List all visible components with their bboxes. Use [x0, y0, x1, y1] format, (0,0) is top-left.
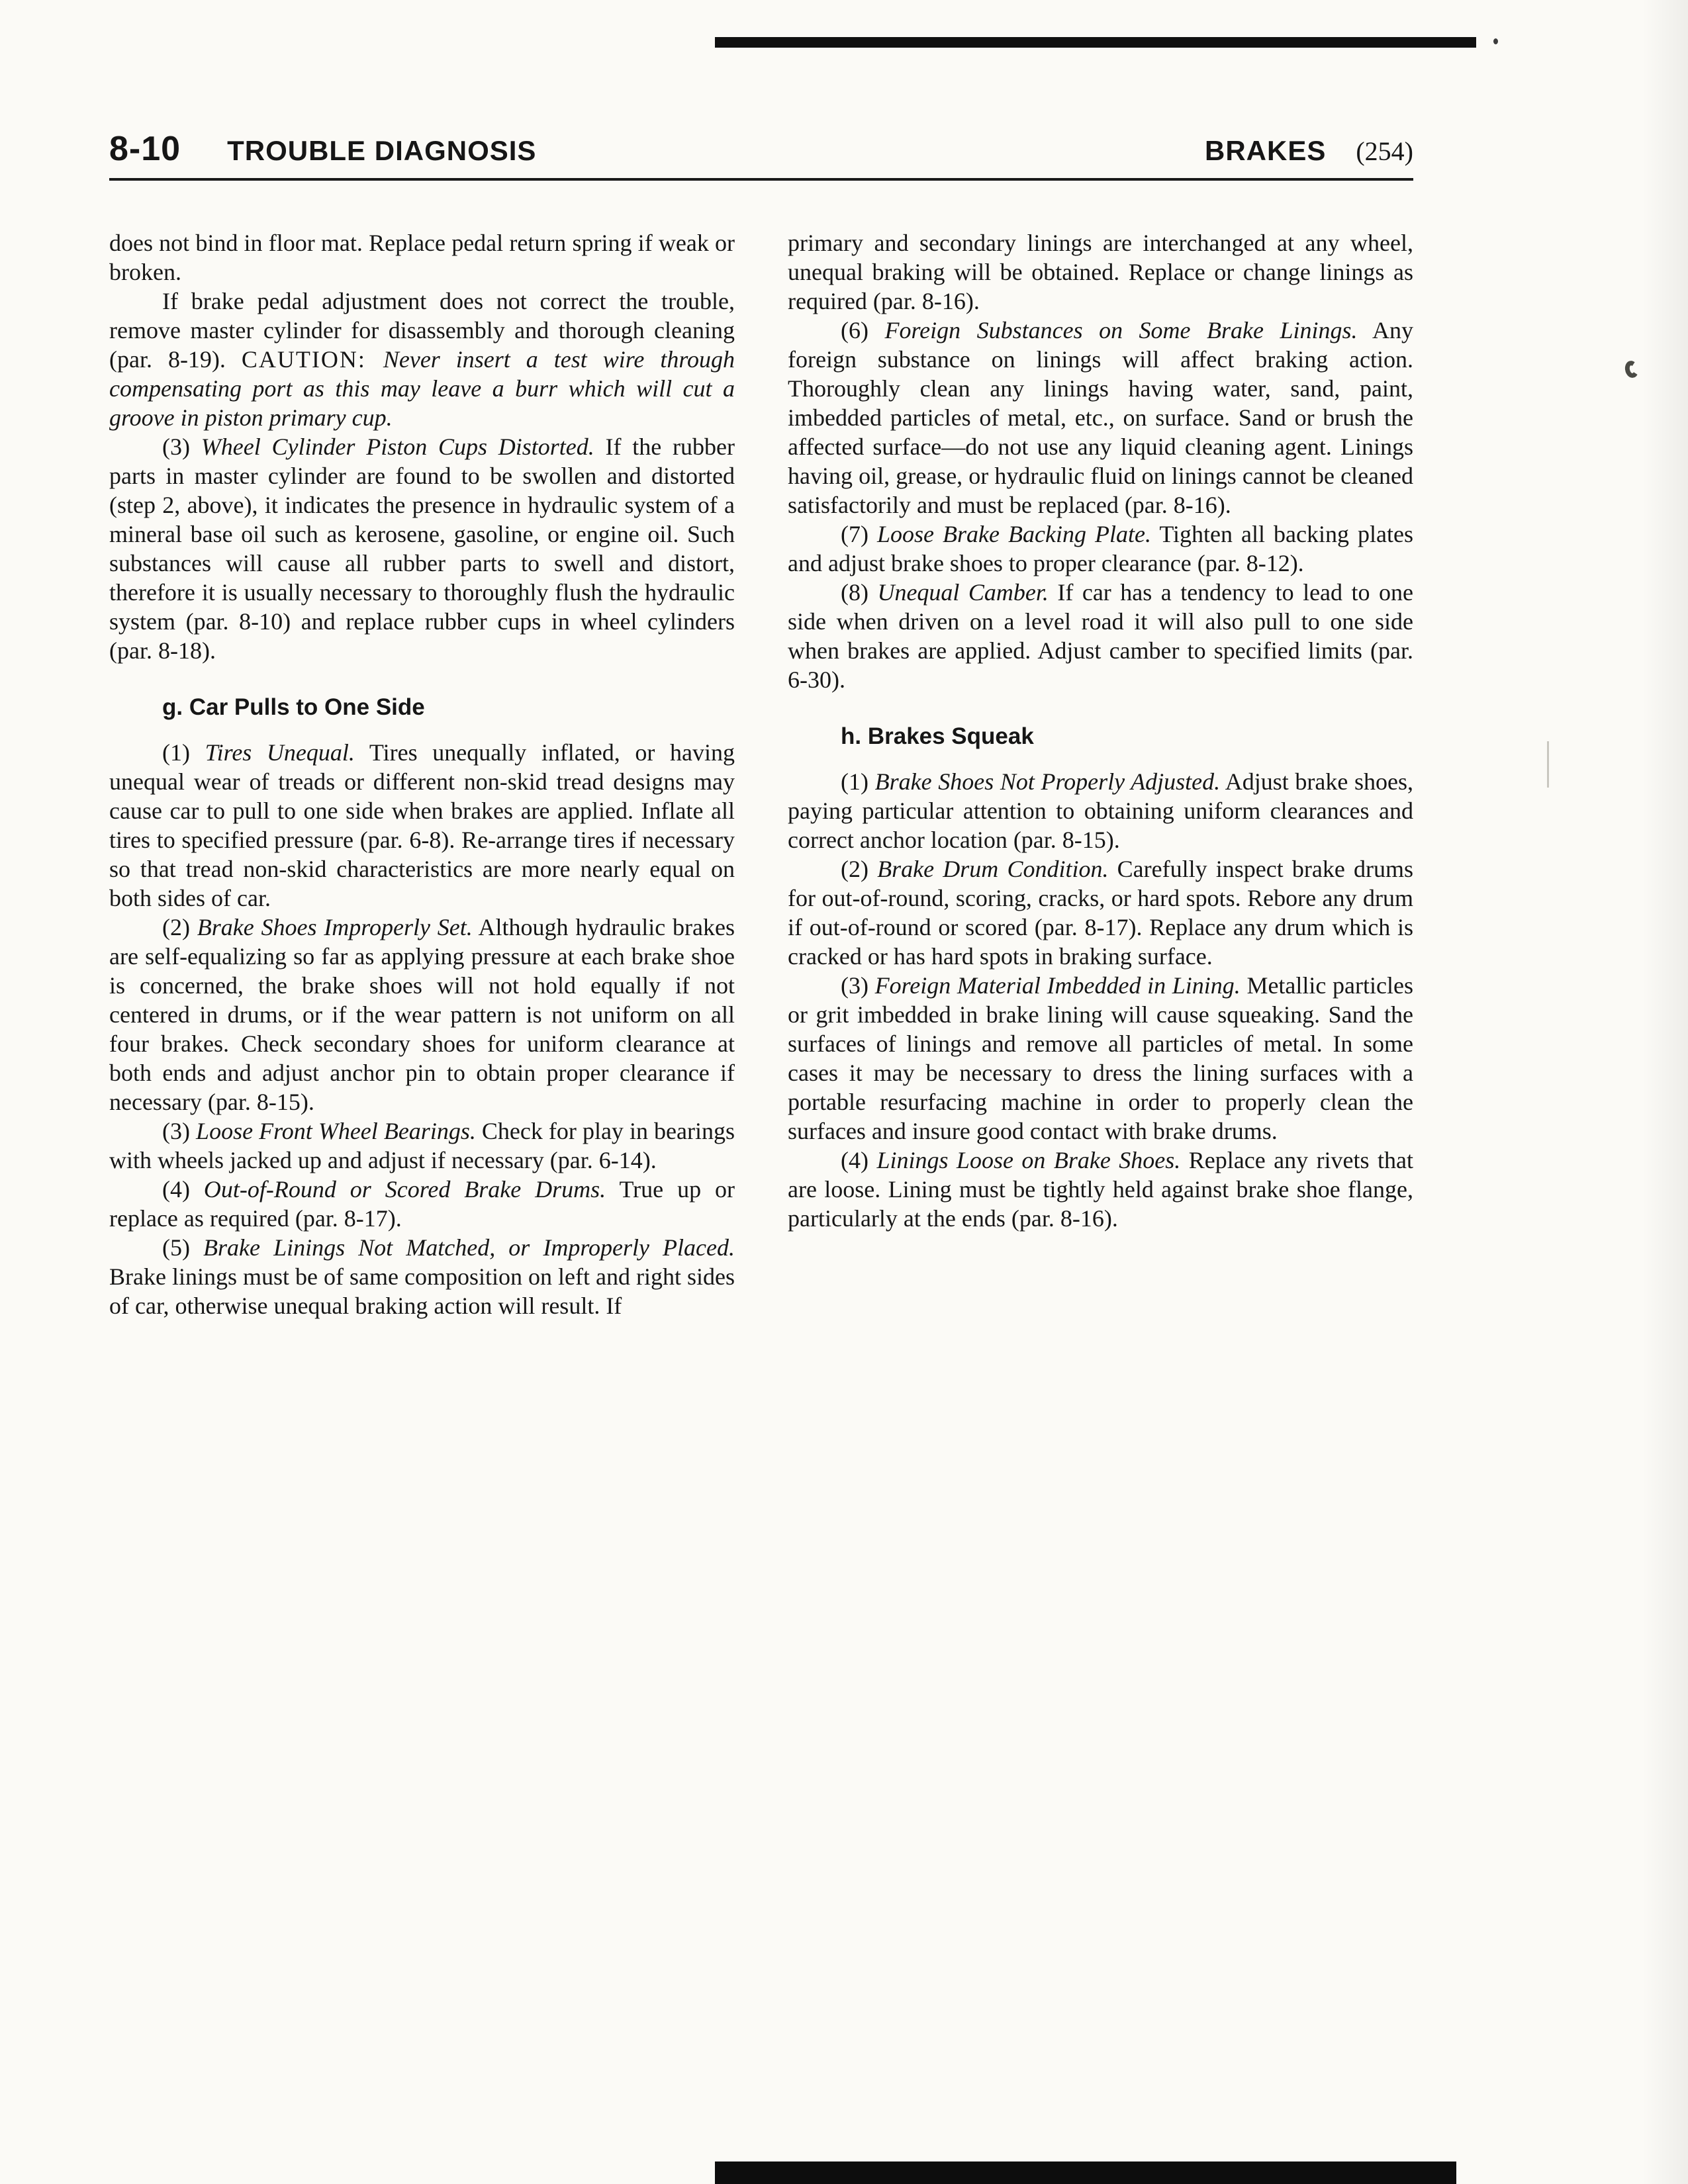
paragraph [109, 432, 735, 665]
paragraph [109, 738, 735, 913]
paragraph [109, 1116, 735, 1175]
text-segment: (2) [841, 856, 878, 882]
text-segment: Brake linings must be of same composition on left and right sides of car, otherwise unequal braking action will result. If [109, 1263, 735, 1319]
text-segment: Linings Loose on Brake Shoes. [876, 1147, 1181, 1173]
text-segment: Tires Unequal. [205, 739, 355, 766]
text-segment: Wheel Cylinder Piston Cups Distorted. [201, 433, 594, 460]
text-segment: Loose Brake Backing Plate. [877, 521, 1151, 547]
text-segment: Carefully inspect brake drums for out-of-round, scoring, cracks, or hard spots. Rebore any drum if out-of-round or scored (par. 8-17). Replace any drum which is cracked or has hard spots in braking surface. [788, 856, 1413, 970]
text-segment: (3) [162, 433, 201, 460]
text-segment: Foreign Substances on Some Brake Linings. [884, 317, 1358, 343]
text-segment: (1) [162, 739, 205, 766]
text-segment: Tighten all backing plates and adjust brake shoes to proper clearance (par. 8-12). [788, 521, 1413, 576]
text-segment: Loose Front Wheel Bearings. [196, 1118, 476, 1144]
text-segment: CAUTION: [241, 346, 383, 373]
text-segment: does not bind in floor mat. Replace pedal return spring if weak or broken. [109, 230, 735, 285]
paragraph [788, 854, 1413, 971]
text-segment: Adjust brake shoes, paying particular attention to obtaining uniform clearances and correct anchor location (par. 8-15). [788, 768, 1413, 853]
text-segment: Brake Drum Condition. [877, 856, 1109, 882]
section-heading: h. Brakes Squeak [841, 723, 1034, 749]
paragraph [109, 228, 735, 287]
section-heading: g. Car Pulls to One Side [162, 694, 425, 720]
text-segment: primary and secondary linings are interchanged at any wheel, unequal braking will be obtained. Replace or change linings as required (par. 8-16). [788, 230, 1413, 314]
text-segment: Check for play in bearings with wheels jacked up and adjust if necessary (par. 6-14). [109, 1118, 735, 1173]
text-segment: (7) [841, 521, 877, 547]
paragraph [109, 287, 735, 432]
text-segment: (3) [162, 1118, 197, 1144]
text-segment: (8) [841, 579, 878, 606]
text-segment: If the rubber parts in master cylinder are found to be swollen and distorted (step 2, above), it indicates the presence in hydraulic system of a mineral base oil such as kerosene, gasoline, or engine oil. Such substances will cause all rubber parts to swell and distort, therefore it is usually necessary to thoroughly flush the hydraulic system (par. 8-10) and replace rubber cups in wheel cylinders (par. 8-18). [109, 433, 735, 664]
text-segment: Unequal Camber. [877, 579, 1049, 606]
text-segment: Any foreign substance on linings will affect braking action. Thoroughly clean any linings having water, sand, paint, imbedded particles of metal, etc., on surface. Sand or brush the affected surface—do not use any liquid cleaning agent. Linings having oil, grease, or hydraulic fluid on linings cannot be cleaned satisfactorily and must be replaced (par. 8-16). [788, 317, 1413, 518]
scan-artifact-bottom-bar [715, 2161, 1456, 2184]
paragraph [109, 1175, 735, 1233]
paragraph [788, 520, 1413, 578]
column-left [109, 228, 735, 1320]
paragraph [109, 913, 735, 1116]
text-segment: Brake Shoes Improperly Set. [197, 914, 473, 940]
page-header [109, 129, 1413, 169]
scan-artifact-dot [1493, 38, 1498, 44]
paragraph [788, 1146, 1413, 1233]
text-segment: Brake Linings Not Matched, or Improperly Placed. [203, 1234, 735, 1261]
text-segment: Out-of-Round or Scored Brake Drums. [203, 1176, 606, 1203]
page-number: 8-10 [109, 130, 181, 168]
chapter-title: BRAKES [1205, 135, 1327, 166]
book-page-number: (254) [1356, 136, 1413, 166]
paragraph [788, 316, 1413, 520]
paragraph [109, 1233, 735, 1320]
text-segment: (4) [841, 1147, 877, 1173]
text-segment: (5) [162, 1234, 204, 1261]
text-segment: (1) [841, 768, 875, 795]
column-right [788, 228, 1413, 1320]
text-segment: Tires unequally inflated, or having unequal wear of treads or different non-skid tread designs may cause car to pull to one side when brakes are applied. Inflate all tires to specified pressure (par. 6-8). Re-arrange tires if necessary so that tread non-skid characteristics are more nearly equal on both sides of car. [109, 739, 735, 911]
header-left [109, 129, 536, 169]
text-segment: Replace any rivets that are loose. Lining must be tightly held against brake shoe flange, particularly at the ends (par. 8-16). [788, 1147, 1413, 1232]
text-segment: Never insert a test wire through compensating port as this may leave a burr which will cut a groove in piston primary cup. [109, 346, 735, 431]
paragraph [788, 767, 1413, 854]
scan-artifact-pen-mark [1624, 359, 1640, 379]
scan-artifact-edge-tick [1547, 741, 1549, 788]
section-title: TROUBLE DIAGNOSIS [227, 135, 537, 166]
text-segment: (4) [162, 1176, 204, 1203]
text-columns [109, 228, 1413, 1320]
text-segment: If brake pedal adjustment does not correct the trouble, remove master cylinder for disassembly and thorough cleaning (par. 8-19). [109, 288, 735, 373]
scan-artifact-top-bar [715, 37, 1476, 48]
text-segment: Metallic particles or grit imbedded in brake lining will cause squeaking. Sand the surfaces of linings and remove all particles of metal. In some cases it may be necessary to dress the lining surfaces with a portable resurfacing machine in order to properly clean the surfaces and insure good contact with brake drums. [788, 972, 1413, 1144]
text-segment: Brake Shoes Not Properly Adjusted. [874, 768, 1221, 795]
header-rule [109, 178, 1413, 181]
paragraph [788, 578, 1413, 694]
text-segment: Although hydraulic brakes are self-equalizing so far as applying pressure at each brake shoe is concerned, the brake shoes will not hold equally if not centered in drums, or if the wear pattern is not uniform on all four brakes. Check secondary shoes for uniform clearance at both ends and adjust anchor pin to obtain proper clearance if necessary (par. 8-15). [109, 914, 735, 1115]
text-segment: (2) [162, 914, 197, 940]
header-right [1205, 135, 1413, 167]
paragraph [788, 971, 1413, 1146]
text-segment: Foreign Material Imbedded in Lining. [874, 972, 1241, 999]
text-segment: (3) [841, 972, 875, 999]
text-segment: True up or replace as required (par. 8-17). [109, 1176, 735, 1232]
text-segment: If car has a tendency to lead to one side when driven on a level road it will also pull to one side when brakes are applied. Adjust camber to specified limits (par. 6-30). [788, 579, 1413, 693]
text-segment: (6) [841, 317, 885, 343]
paragraph [788, 228, 1413, 316]
